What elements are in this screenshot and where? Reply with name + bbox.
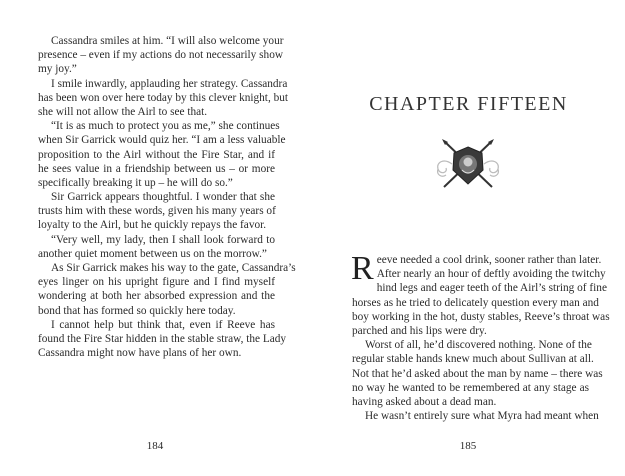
- text-line: specifically breaking it up – he will do so.”: [38, 176, 233, 189]
- text-line: boy working in the hot, dusty stables, Reeve’s throat was: [352, 310, 610, 323]
- text-line: my joy.”: [38, 63, 77, 76]
- text-line: presence – even if my actions do not necessarily show: [38, 49, 284, 62]
- text-line: having asked about a dead man.: [352, 395, 497, 408]
- text-line: proposition to the Airl without the Fire Star, and if: [38, 148, 275, 161]
- text-line: wondering at both her absorbed expression and the: [38, 290, 275, 303]
- text-line: when Sir Garrick would quiz her. “I am a less valuable: [38, 134, 286, 147]
- text-line: Not that he’d asked about the man by name – there was: [352, 367, 603, 380]
- text-line: hind legs and eager teeth of the Airl’s string of fine: [376, 282, 607, 295]
- chapter-title: CHAPTER FIFTEEN: [369, 93, 568, 115]
- text-line: she will not allow the Airl to see that.: [38, 105, 208, 118]
- drop-cap: R: [351, 250, 374, 287]
- text-line: Cassandra might now have plans of her own.: [38, 347, 242, 360]
- paragraph: [352, 338, 603, 409]
- paragraph: [38, 233, 275, 261]
- text-line: horses as he tried to delicately question every man and: [352, 296, 599, 309]
- paragraph: [38, 119, 286, 190]
- text-line: Worst of all, he’d discovered nothing. None of the: [365, 339, 592, 352]
- body-text: [351, 250, 610, 423]
- paragraph: [38, 34, 284, 77]
- text-line: I smile inwardly, applauding her strategy. Cassandra: [51, 77, 288, 90]
- paragraph: [38, 318, 287, 361]
- left-page: [0, 0, 312, 476]
- body-text: [38, 34, 296, 360]
- text-line: As Sir Garrick makes his way to the gate, Cassandra’s: [51, 262, 296, 274]
- text-line: no way he wanted to be remembered at any stage as: [352, 381, 589, 394]
- text-line: loyalty to the Airl, but he quickly repays the favor.: [38, 219, 267, 232]
- text-line: found the Fire Star hidden in the stable straw, the Lady: [38, 332, 287, 345]
- text-line: eyes linger on his upright figure and I find myself: [38, 276, 275, 289]
- text-line: After nearly an hour of deftly avoiding the twitchy: [376, 268, 606, 281]
- text-line: trusts him with these words, given his many years of: [38, 205, 276, 218]
- text-line: He wasn’t entirely sure what Myra had meant when: [365, 410, 599, 423]
- page-number: 184: [146, 440, 164, 452]
- paragraph: [352, 409, 599, 423]
- text-line: another quiet moment between us on the morrow.”: [38, 247, 267, 260]
- paragraph: [38, 77, 289, 120]
- text-line: I cannot help but think that, even if Reeve has: [51, 318, 275, 331]
- text-line: has been won over here today by this clever knight, but: [38, 91, 289, 104]
- paragraph: [38, 190, 275, 233]
- text-line: regular stable hands knew much about Sullivan at all.: [352, 353, 594, 366]
- text-line: eeve needed a cool drink, sooner rather than later.: [376, 254, 602, 266]
- right-page: [312, 0, 625, 476]
- text-line: parched and his lips were dry.: [352, 324, 487, 337]
- text-line: Sir Garrick appears thoughtful. I wonder that she: [51, 191, 275, 204]
- shield-crossed-spears-icon: [430, 138, 506, 190]
- paragraph: [351, 250, 610, 338]
- page-number: 185: [459, 440, 477, 452]
- text-line: he sees value in a friendship between us – or more: [38, 162, 275, 175]
- text-line: bond that has formed so quickly here today.: [38, 304, 236, 317]
- text-line: “Very well, my lady, then I shall look forward to: [51, 233, 275, 246]
- text-line: “It is as much to protect you as me,” she continues: [51, 120, 280, 133]
- paragraph: [38, 261, 296, 318]
- text-line: Cassandra smiles at him. “I will also welcome your: [51, 35, 284, 47]
